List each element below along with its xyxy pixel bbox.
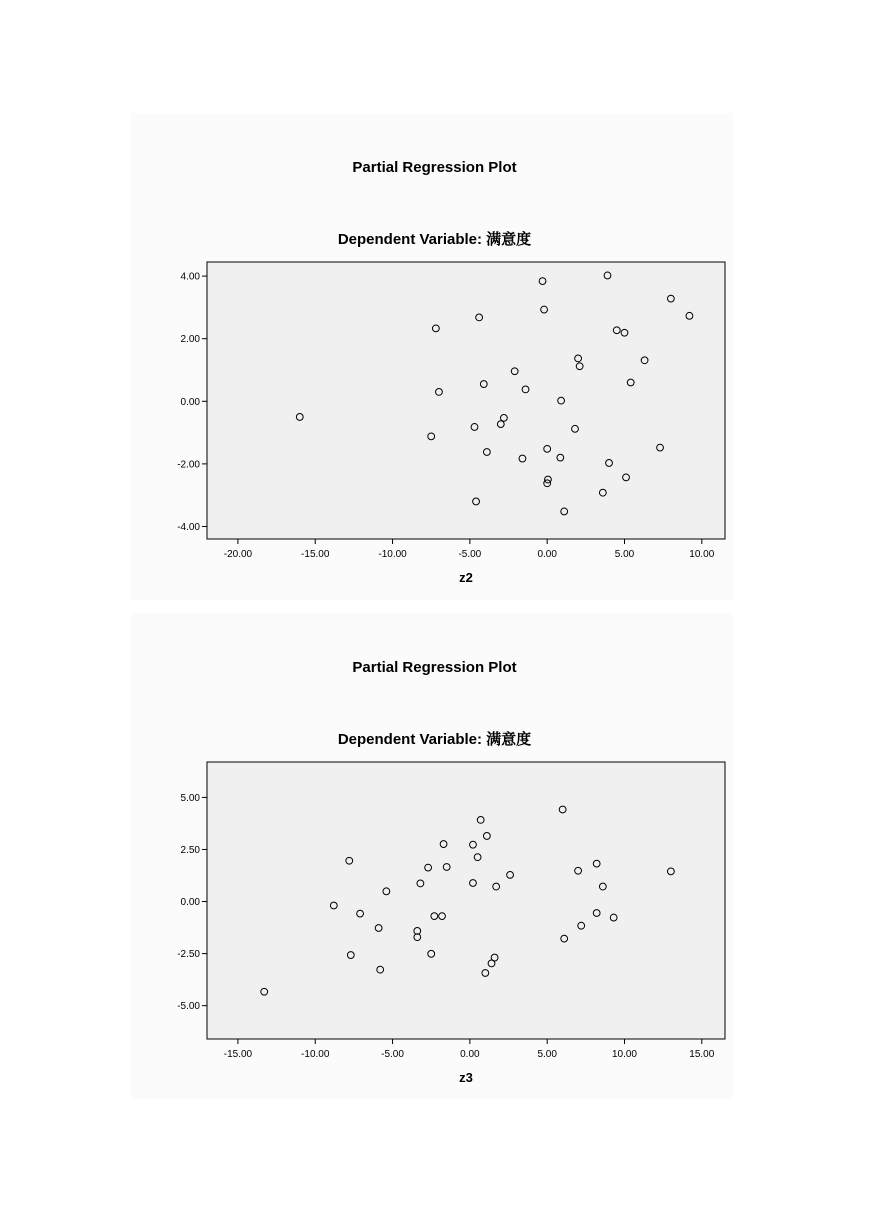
y-tick-label: -2.50: [177, 949, 200, 961]
y-tick-label: -5.00: [177, 1001, 200, 1013]
y-tick-label: 2.50: [180, 844, 200, 856]
x-tick-label: -10.00: [378, 549, 407, 560]
y-tick-label: 0.00: [180, 396, 200, 408]
x-tick-label: -10.00: [301, 1049, 330, 1060]
y-tick-label: -4.00: [177, 521, 200, 533]
x-tick-label: 0.00: [460, 1049, 480, 1060]
y-tick-label: 4.00: [180, 271, 200, 283]
x-tick-label: 10.00: [689, 549, 715, 560]
y-tick-label: 2.00: [180, 334, 200, 346]
y-tick-label: -2.00: [177, 459, 200, 471]
chart-subtitle: Dependent Variable: 满意度: [337, 231, 532, 248]
x-tick-label: -15.00: [301, 549, 330, 560]
x-axis-label: z3: [459, 1070, 473, 1085]
x-tick-label: 10.00: [611, 1049, 638, 1060]
x-tick-label: 0.00: [537, 549, 557, 560]
plot-area: [207, 762, 725, 1039]
x-tick-label: 5.00: [537, 1049, 557, 1060]
x-tick-label: -5.00: [381, 1049, 404, 1060]
x-tick-label: -5.00: [458, 549, 482, 560]
chart-subtitle: Dependent Variable: 满意度: [337, 731, 532, 748]
x-axis-label: z2: [459, 570, 473, 585]
y-tick-label: 0.00: [180, 897, 200, 909]
chart-title: Partial Regression Plot: [352, 659, 517, 676]
y-tick-label: 5.00: [180, 792, 200, 804]
x-tick-label: -15.00: [223, 1049, 253, 1060]
x-tick-label: 15.00: [689, 1049, 715, 1060]
x-tick-label: -20.00: [223, 549, 253, 560]
chart-title: Partial Regression Plot: [352, 159, 517, 176]
x-tick-label: 5.00: [614, 549, 635, 560]
